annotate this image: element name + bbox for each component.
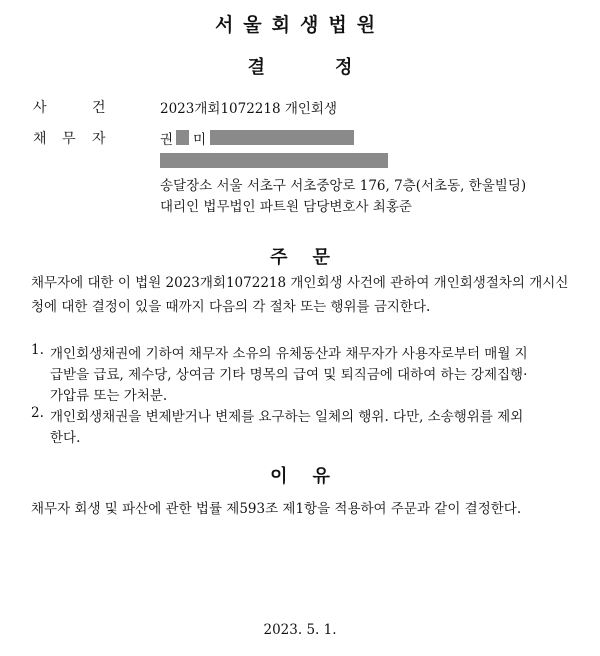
delivery-address: 송달장소 서울 서초구 서초중앙로 176, 7층(서초동, 한울빌딩) <box>160 178 527 194</box>
redaction-box-address <box>160 153 388 168</box>
order-item-1-number: 1. <box>31 342 44 358</box>
case-label-char-1: 사 <box>33 100 47 116</box>
debtor-label-char-3: 자 <box>92 131 106 147</box>
order-item-2-line-1: 개인회생채권을 변제받거나 변제를 요구하는 일체의 행위. 다만, 소송행위를 제외 <box>50 409 524 425</box>
reason-text: 채무자 회생 및 파산에 관한 법률 제593조 제1항을 적용하여 주문과 같이 결정한다. <box>31 501 522 517</box>
debtor-name-prefix: 권 <box>160 132 174 148</box>
debtor-name-suffix: 미 <box>193 132 207 148</box>
redaction-box-id <box>210 130 354 145</box>
representative: 대리인 법무법인 파트원 담당변호사 최홍준 <box>160 199 412 215</box>
order-item-2-line-2: 한다. <box>50 430 81 446</box>
redaction-box-name <box>176 130 189 145</box>
order-intro: 채무자에 대한 이 법원 2023개회1072218 개인회생 사건에 관하여 개인회생절차의 개시신청에 대한 결정이 있을 때까지 다음의 각 절차 또는 행위를 금지한다. <box>31 275 569 315</box>
reason-title: 이 유 <box>270 466 330 487</box>
order-item-1-line-1: 개인회생채권에 기하여 채무자 소유의 유체동산과 채무자가 사용자로부터 매월 지 <box>50 346 528 362</box>
decision-date: 2023. 5. 1. <box>263 622 337 638</box>
case-number: 2023개회1072218 개인회생 <box>160 101 338 117</box>
court-name: 서울회생법원 <box>214 14 386 36</box>
debtor-label-char-2: 무 <box>62 131 76 147</box>
document-title: 결정 <box>247 57 423 78</box>
case-label-char-2: 건 <box>92 100 106 116</box>
order-item-1-line-2: 급받을 급료, 제수당, 상여금 기타 명목의 급여 및 퇴직금에 대하여 하는 강제집행· <box>50 367 528 383</box>
order-item-1-line-3: 가압류 또는 가처분. <box>50 388 168 404</box>
debtor-label-char-1: 채 <box>33 131 47 147</box>
order-title: 주 문 <box>270 247 330 268</box>
order-item-2-number: 2. <box>31 405 44 421</box>
